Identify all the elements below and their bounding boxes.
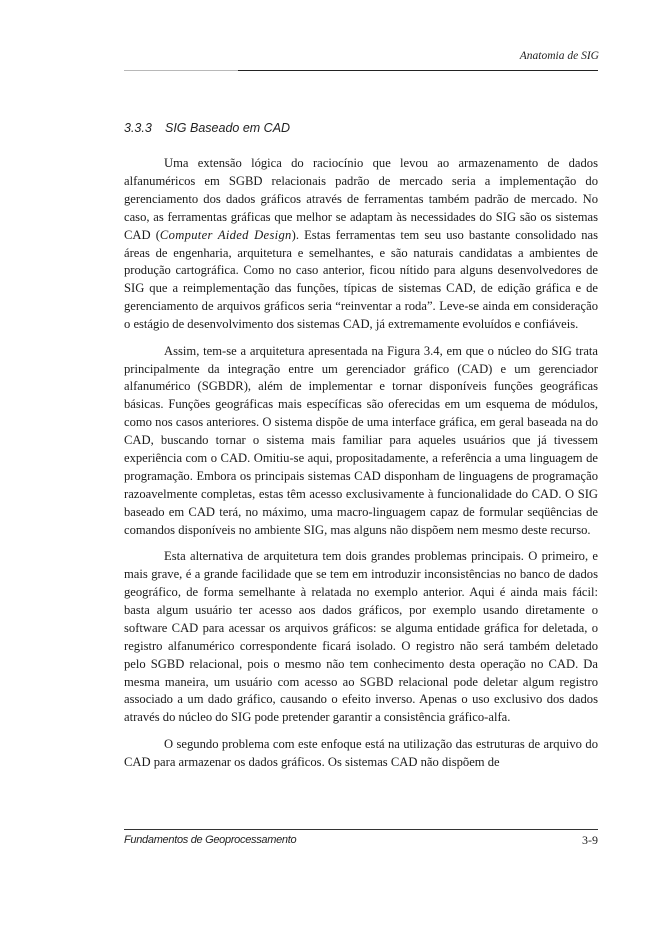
footer-rule (124, 829, 598, 830)
paragraph-2: Assim, tem-se a arquitetura apresentada na Figura 3.4, em que o núcleo do SIG trata principalmente da integração entre um gerenciador gráfico (CAD) e um gerenciador alfanumérico (SGBDR), além de implementar e tornar disponíveis funções geográficas básicas. Funções geográficas mais específicas são oferecidas em um esquema de módulos, como nos casos anteriores. O sistema dispõe de uma interface gráfica, em geral baseada na do CAD, buscando tornar o sistema mais familiar para aqueles usuários que já tivessem experiência com o CAD. Omitiu-se aqui, propositadamente, a referência a uma linguagem de programação. Embora os principais sistemas CAD disponham de linguagens de programação razoavelmente completas, estas têm acesso exclusivamente à funcionalidade do CAD. O SIG baseado em CAD terá, no máximo, uma macro-linguagem capaz de formular seqüências de comandos disponíveis no ambiente SIG, mas alguns não dispõem nem mesmo deste recurso. (124, 343, 598, 537)
header-rule-accent (238, 70, 598, 71)
page-number: 3-9 (582, 833, 598, 847)
paragraph-1-part-1: Uma extensão lógica do raciocínio que levou ao armazenamento de dados alfanuméricos em SGBD relacionais padrão de mercado seria a implementação do gerenciamento dos dados gráficos através de ferramentas também padrão de mercado. No caso, as ferramentas gráficas que melhor se adaptam às necessidades do SIG são os sistemas CAD ( (124, 156, 598, 242)
section-number: 3.3.3 (124, 121, 152, 135)
paragraph-1-emphasis: Computer Aided Design (159, 227, 292, 242)
section-heading (124, 121, 290, 135)
section-title: SIG Baseado em CAD (165, 121, 291, 135)
running-header: Anatomia de SIG (519, 50, 599, 62)
paragraph-4: O segundo problema com este enfoque está na utilização das estruturas de arquivo do CAD para armazenar os dados gráficos. Os sistemas CAD não dispõem de (124, 736, 598, 769)
body-text (124, 155, 598, 772)
footer-book-title: Fundamentos de Geoprocessamento (124, 834, 297, 846)
paragraph-1 (124, 155, 598, 334)
paragraph-3: Esta alternativa de arquitetura tem dois grandes problemas principais. O primeiro, e mais grave, é a grande facilidade que se tem em introduzir inconsistências no banco de dados geográfico, de forma semelhante à relatada no exemplo anterior. Aqui é ainda mais fácil: basta algum usuário ter acesso aos dados gráficos, por exemplo usando diretamente o software CAD para acessar os arquivos gráficos: se alguma entidade gráfica for deletada, o registro alfanumérico correspondente ficará isolado. O registro não será também deletado pelo SGBD relacional, pois o mesmo não tem conhecimento desta operação no CAD. Da mesma maneira, um usuário com acesso ao SGBD relacional pode deletar algum registro associado a um dado gráfico, causando o efeito inverso. Apenas o uso exclusivo dos dados através do núcleo do SIG pode pretender garantir a consistência gráfico-alfa. (124, 549, 598, 725)
paragraph-1-part-2: ). Estas ferramentas tem seu uso bastante consolidado nas áreas de engenharia, arquitetura e semelhantes, e são naturais candidatas a ambientes de produção cartográfica. Como no caso anterior, ficou nítido para alguns desenvolvedores de SIG que a reimplementação das funções, típicas de sistemas CAD, de edição gráfica e de gerenciamento de arquivos gráficos seria “reinventar a roda”. Leve-se ainda em consideração o estágio de desenvolvimento dos sistemas CAD, já extremamente evoluídos e confiáveis. (124, 227, 598, 332)
